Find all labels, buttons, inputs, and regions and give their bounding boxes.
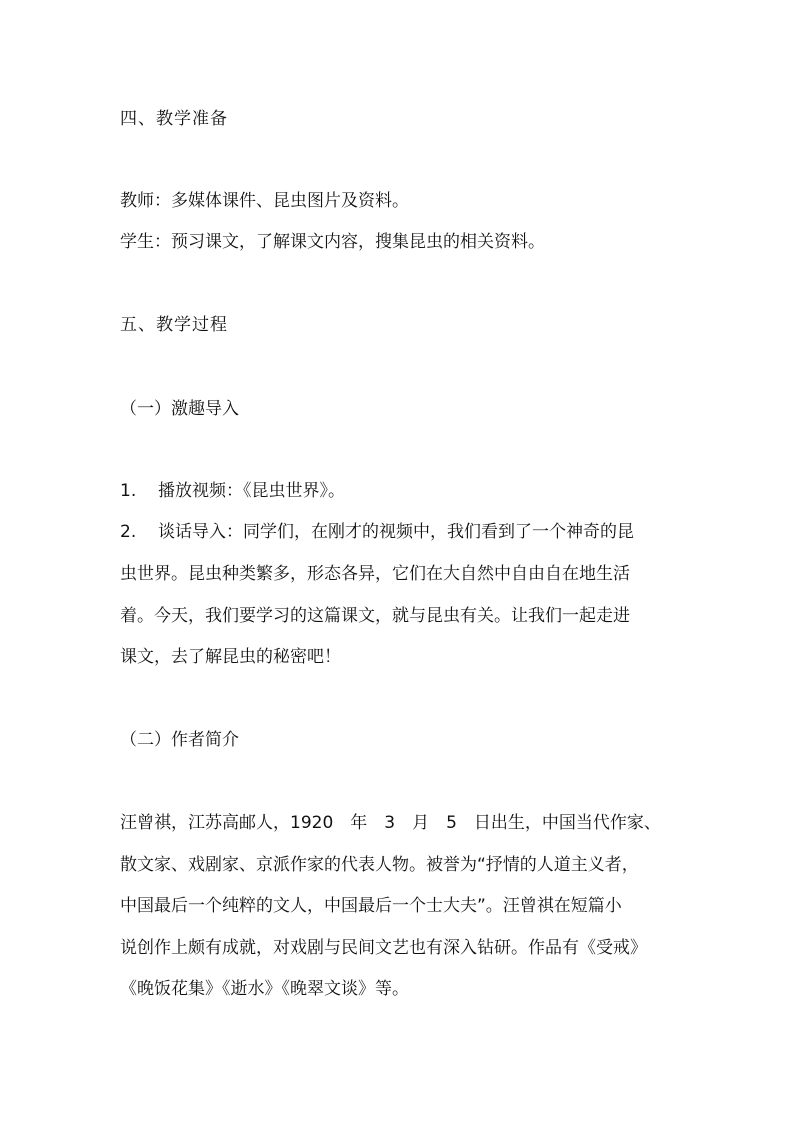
subsection-heading-intro: （一）激趣导入: [120, 399, 239, 419]
section-heading-process: 五、教学过程: [120, 315, 228, 335]
list-item-2-text-line1: 谈话导入：同学们，在刚才的视频中，我们看到了一个神奇的昆: [158, 522, 634, 542]
section-heading-preparation: 四、教学准备: [120, 109, 228, 129]
list-item-2-text-line4: 课文，去了解昆虫的秘密吧！: [120, 647, 341, 667]
teacher-preparation: 教师：多媒体课件、昆虫图片及资料。: [120, 191, 409, 211]
list-item-2-number: 2.: [120, 522, 137, 542]
list-item-2-text-line2: 虫世界。昆虫种类繁多，形态各异，它们在大自然中自由自在地生活: [120, 564, 630, 584]
student-preparation: 学生：预习课文，了解课文内容，搜集昆虫的相关资料。: [120, 232, 545, 252]
author-bio-line2: 散文家、戏剧家、京派作家的代表人物。被誉为“抒情的人道主义者，: [120, 855, 639, 875]
list-item-1-number: 1.: [120, 481, 137, 501]
author-bio-line1: 汪曾祺，江苏高邮人，1920 年 3 月 5 日出生，中国当代作家、: [120, 813, 661, 833]
list-item-1-text: 播放视频：《昆虫世界》。: [158, 481, 345, 501]
subsection-heading-author: （二）作者简介: [120, 730, 239, 750]
author-bio-line3: 中国最后一个纯粹的文人，中国最后一个士大夫”。汪曾祺在短篇小: [120, 896, 622, 916]
list-item-2: [120, 521, 690, 543]
author-bio-line4: 说创作上颇有成就，对戏剧与民间文艺也有深入钻研。作品有《受戒》: [120, 938, 647, 958]
list-item-2-text-line3: 着。今天，我们要学习的这篇课文，就与昆虫有关。让我们一起走进: [120, 606, 630, 626]
list-item-1: [120, 480, 690, 502]
author-bio-line5: 《晚饭花集》《逝水》《晚翠文谈》等。: [120, 979, 409, 999]
